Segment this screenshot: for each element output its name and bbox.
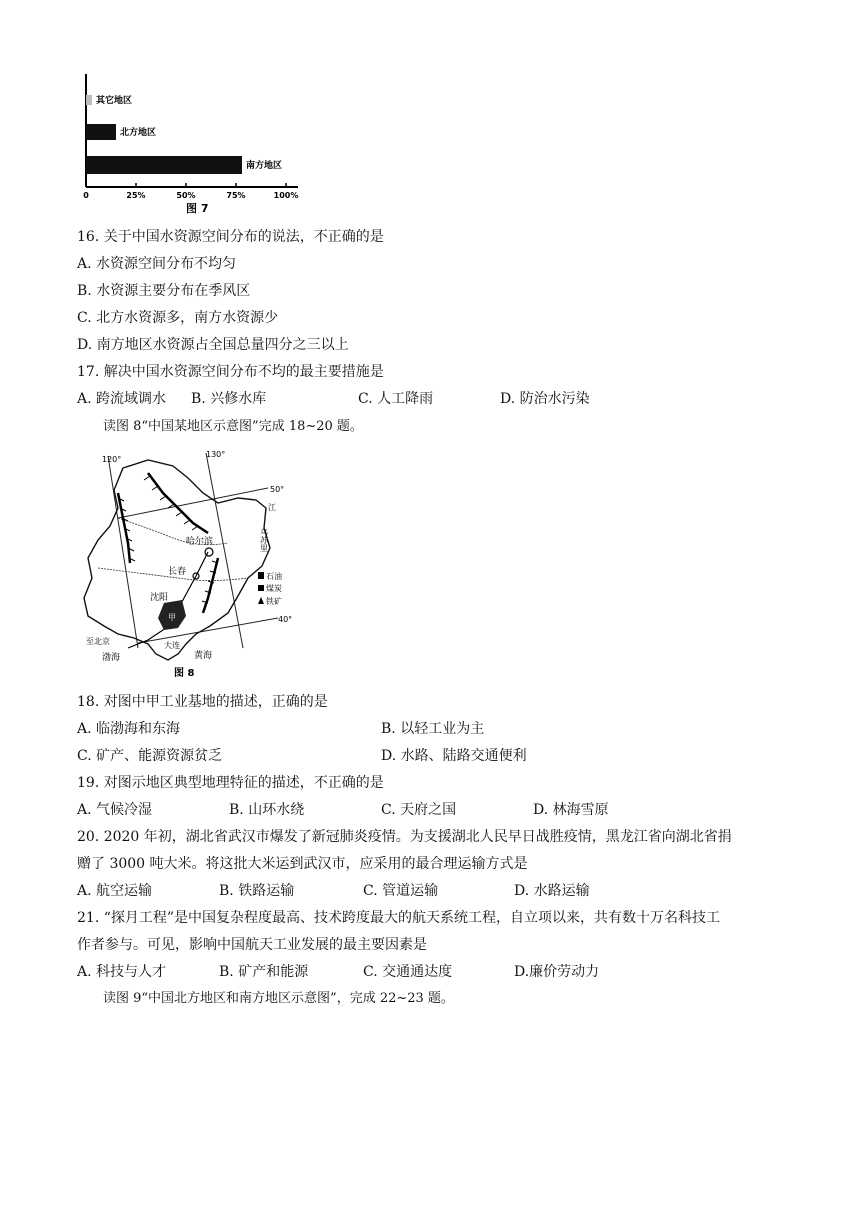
q20-option-c: C. 管道运输 [363,883,439,899]
lat-50-label: 50° [270,485,285,494]
sea-bohai-label: 渤海 [102,653,121,663]
q17-stem: 17. 解决中国水资源空间分布不均的最主要措施是 [77,364,384,380]
region-outline [84,460,270,660]
bar-2 [86,124,116,140]
mountain-range-1 [148,473,208,533]
figure-7-svg [76,72,306,217]
legend-iron-label: 铁矿 [266,597,282,606]
city-harbin-marker [205,548,213,556]
q17-option-d: D. 防治水污染 [500,391,590,407]
parallel-50 [118,488,268,518]
q18-stem: 18. 对图中甲工业基地的描述，正确的是 [77,694,328,710]
q21-option-d: D.廉价劳动力 [514,964,600,980]
x-tick-label: 50% [176,191,196,200]
q16-stem: 16. 关于中国水资源空间分布的说法，不正确的是 [77,229,384,245]
city-harbin-label: 哈尔滨 [186,537,214,547]
legend-iron-icon [258,597,264,604]
q19-option-c: C. 天府之国 [381,802,457,818]
q19-stem: 19. 对图示地区典型地理特征的描述，不正确的是 [77,775,384,791]
instruction-figure-9: 读图 9“中国北方地区和南方地区示意图”，完成 22~23 题。 [103,991,454,1006]
legend-oil-icon [258,572,264,579]
parallel-40 [138,618,278,643]
figure-7-caption: 图 7 [186,202,209,215]
x-tick-label: 25% [126,191,146,200]
to-beijing-label: 至北京 [86,637,110,646]
q21-stem-line1: 21. “探月工程”是中国复杂程度最高、技术跨度最大的航天系统工程，自立项以来，共有数十万名科技工 [77,910,721,926]
legend-coal-label: 煤炭 [266,584,282,593]
q21-option-c: C. 交通通达度 [363,964,453,980]
bar-label-3: 南方地区 [246,161,283,171]
lon-130-label: 130° [206,450,226,459]
figure-7-chart [76,72,306,217]
q19-option-b: B. 山环水绕 [229,802,305,818]
q21-option-a: A. 科技与人才 [77,964,167,980]
city-dalian-label: 大连 [164,641,180,650]
q21-option-b: B. 矿产和能源 [219,964,309,980]
q16-option-c: C. 北方水资源多，南方水资源少 [77,310,279,326]
q20-stem-line1: 20. 2020 年初，湖北省武汉市爆发了新冠肺炎疫情。为支援湖北人民早日战胜疫情，黑龙江省向湖北省捐 [77,829,732,845]
sea-huanghai-label: 黄海 [194,651,213,661]
q17-option-a: A. 跨流域调水 [77,391,167,407]
meridian-120 [108,456,138,648]
bar-3 [86,156,242,174]
city-changchun-label: 长春 [168,567,187,577]
legend-coal-icon [258,585,264,591]
x-tick-label: 75% [226,191,246,200]
mountain-hatch-1 [144,476,198,530]
q16-option-a: A. 水资源空间分布不均匀 [77,256,237,272]
jia-label: 甲 [168,613,176,622]
lat-40-label: 40° [278,615,293,624]
bar-label-1: 其它地区 [96,96,133,106]
q20-stem-line2: 赠了 3000 吨大米。将这批大米运到武汉市，应采用的最合理运输方式是 [77,856,528,872]
q18-option-d: D. 水路、陆路交通便利 [381,748,527,764]
figure-8-caption: 图 8 [174,668,195,679]
meridian-130 [206,453,243,648]
q18-option-a: A. 临渤海和东海 [77,721,181,737]
x-tick-label: 100% [273,191,299,200]
river-label-wusuli: 乌苏里 [259,528,269,552]
q21-stem-line2: 作者参与。可见，影响中国航天工业发展的最主要因素是 [77,937,427,953]
figure-8-map [78,448,296,683]
q17-option-c: C. 人工降雨 [358,391,434,407]
x-tick-label: 0 [83,191,89,200]
q20-option-b: B. 铁路运输 [219,883,295,899]
river-label-jiang: 江 [268,503,276,512]
figure-8-svg [78,448,296,683]
q20-option-a: A. 航空运输 [77,883,153,899]
q18-option-b: B. 以轻工业为主 [381,721,485,737]
mountain-range-3 [203,558,218,613]
city-shenyang-label: 沈阳 [150,593,169,603]
instruction-figure-8: 读图 8“中国某地区示意图”完成 18~20 题。 [103,419,363,434]
q17-option-b: B. 兴修水库 [191,391,267,407]
bar-1 [86,95,92,105]
q19-option-d: D. 林海雪原 [533,802,609,818]
legend-oil-label: 石油 [266,572,282,581]
lon-120-label: 120° [102,455,122,464]
q19-option-a: A. 气候冷湿 [77,802,153,818]
q16-option-d: D. 南方地区水资源占全国总量四分之三以上 [77,337,349,353]
bar-label-2: 北方地区 [120,128,157,138]
q16-option-b: B. 水资源主要分布在季风区 [77,283,251,299]
q18-option-c: C. 矿产、能源资源贫乏 [77,748,223,764]
q20-option-d: D. 水路运输 [514,883,590,899]
